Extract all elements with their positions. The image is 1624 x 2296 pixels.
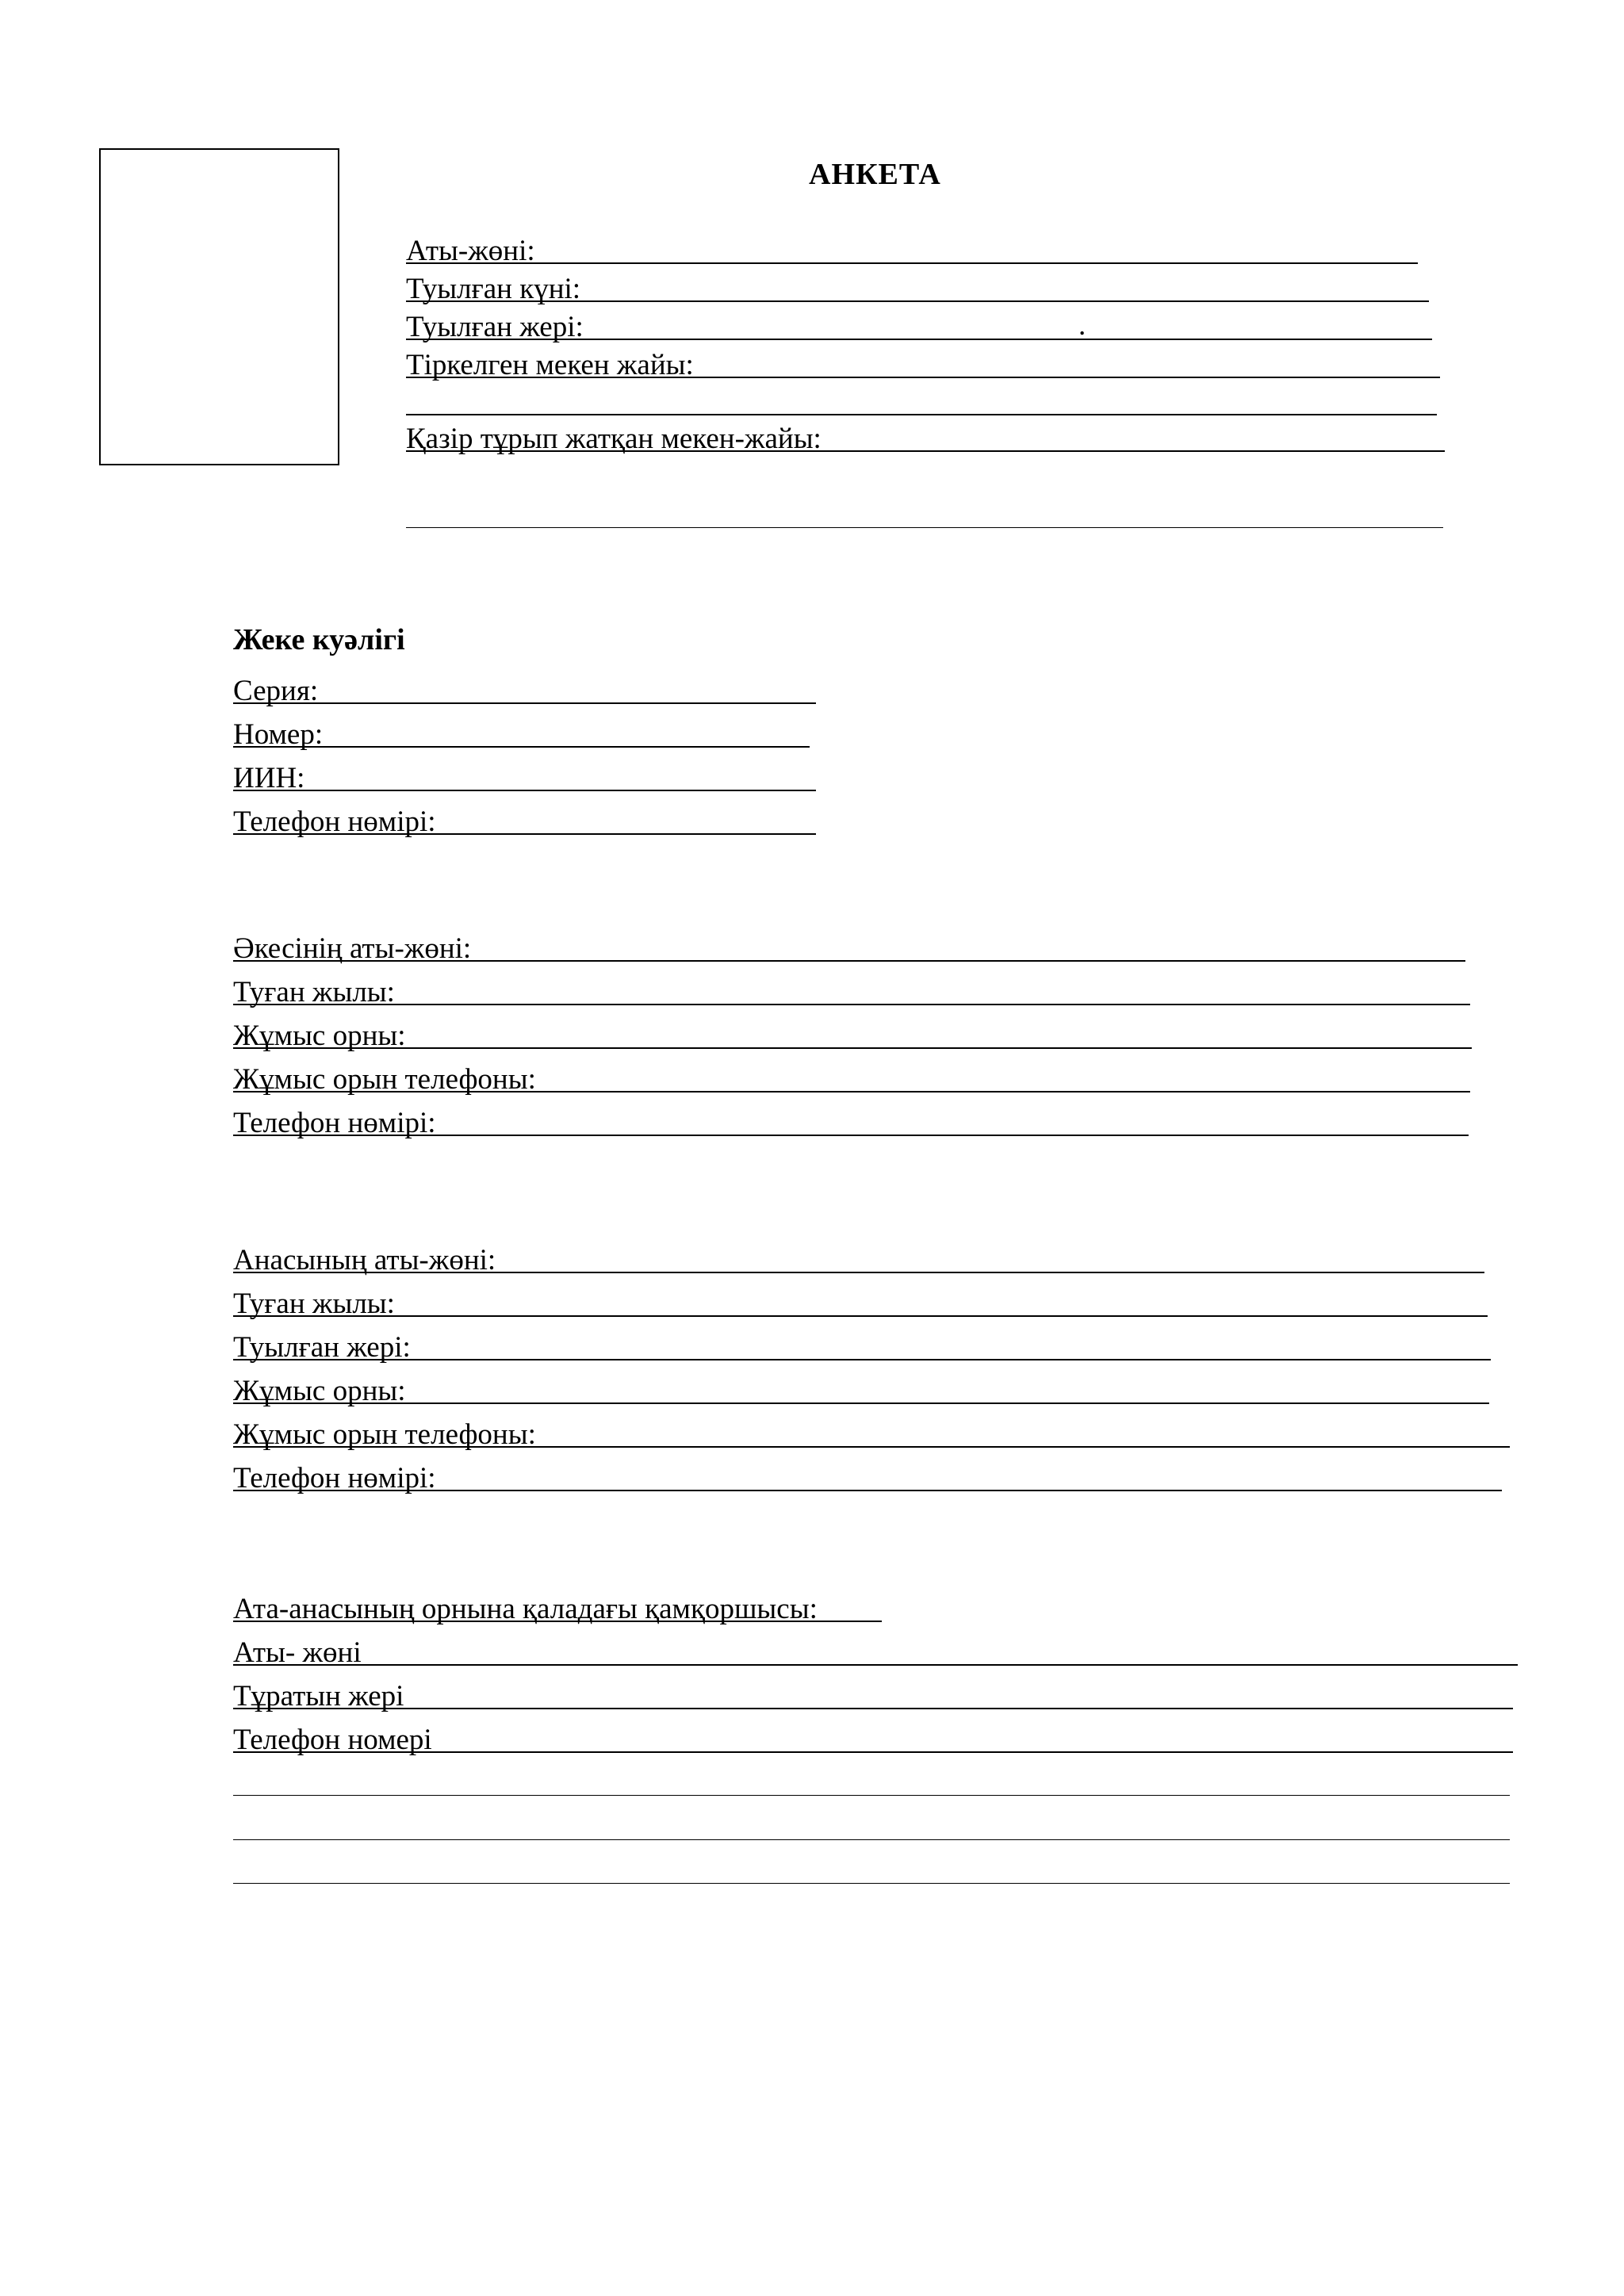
mother-work-phone-label: Жұмыс орын телефоны: [233, 1418, 536, 1451]
mother-workplace-field[interactable] [233, 1364, 1489, 1407]
father-work-phone-field[interactable] [233, 1053, 1470, 1096]
extra-line-2[interactable] [233, 1839, 1510, 1840]
guardian-name-field[interactable] [233, 1626, 1518, 1669]
birth-date-label: Туылған күні: [406, 273, 581, 305]
father-workplace-field[interactable] [233, 1009, 1472, 1052]
id-series-label: Серия: [233, 675, 319, 707]
iin-field[interactable] [233, 752, 816, 794]
full-name-field[interactable] [406, 224, 1418, 267]
father-birth-year-label: Туған жылы: [233, 976, 395, 1008]
mother-birth-place-label: Туылған жері: [233, 1331, 411, 1364]
father-work-phone-label: Жұмыс орын телефоны: [233, 1063, 536, 1096]
extra-line-1[interactable] [233, 1795, 1510, 1796]
birth-place-dot: . [1078, 309, 1086, 342]
guardian-phone-field[interactable] [233, 1713, 1513, 1756]
current-address-label: Қазір тұрып жатқан мекен-жайы: [406, 423, 822, 455]
birth-place-field[interactable] [406, 300, 1432, 343]
id-number-label: Номер: [233, 718, 324, 751]
mother-work-phone-field[interactable] [233, 1408, 1510, 1451]
birth-place-label: Туылған жері: [406, 311, 584, 343]
mother-birth-year-field[interactable] [233, 1277, 1488, 1320]
father-phone-label: Телефон нөмірі: [233, 1107, 436, 1139]
guardian-residence-label: Тұратын жері [233, 1680, 404, 1712]
page-title: АНКЕТА [809, 158, 941, 191]
id-card-heading: Жеке куәлігі [233, 623, 405, 656]
id-phone-field[interactable] [233, 795, 816, 838]
registered-address-field[interactable] [406, 339, 1440, 381]
mother-name-label: Анасының аты-жөні: [233, 1244, 496, 1276]
mother-phone-label: Телефон нөмірі: [233, 1462, 436, 1494]
iin-label: ИИН: [233, 762, 305, 794]
mother-phone-field[interactable] [233, 1452, 1502, 1494]
father-workplace-label: Жұмыс орны: [233, 1020, 406, 1052]
mother-name-field[interactable] [233, 1234, 1484, 1276]
mother-birth-place-field[interactable] [233, 1321, 1491, 1364]
guardian-heading-label: Ата-анасының орнына қаладағы қамқоршысы: [233, 1593, 818, 1625]
id-series-field[interactable] [233, 664, 816, 707]
id-phone-label: Телефон нөмірі: [233, 806, 436, 838]
mother-birth-year-label: Туған жылы: [233, 1288, 395, 1320]
full-name-label: Аты-жөні: [406, 235, 535, 267]
extra-line-3[interactable] [233, 1883, 1510, 1884]
current-address-field[interactable] [406, 412, 1445, 455]
current-address-line-2[interactable] [406, 527, 1443, 528]
father-phone-field[interactable] [233, 1096, 1469, 1139]
guardian-phone-label: Телефон номері [233, 1724, 432, 1756]
photo-box[interactable] [99, 148, 339, 465]
guardian-heading [233, 1582, 882, 1625]
father-birth-year-field[interactable] [233, 966, 1470, 1008]
guardian-name-label: Аты- жөні [233, 1636, 362, 1669]
guardian-residence-field[interactable] [233, 1670, 1513, 1712]
father-name-field[interactable] [233, 922, 1465, 965]
registered-address-label: Тіркелген мекен жайы: [406, 349, 694, 381]
father-name-label: Әкесінің аты-жөні: [233, 932, 472, 965]
mother-workplace-label: Жұмыс орны: [233, 1375, 406, 1407]
birth-date-field[interactable] [406, 262, 1429, 305]
id-number-field[interactable] [233, 708, 810, 751]
